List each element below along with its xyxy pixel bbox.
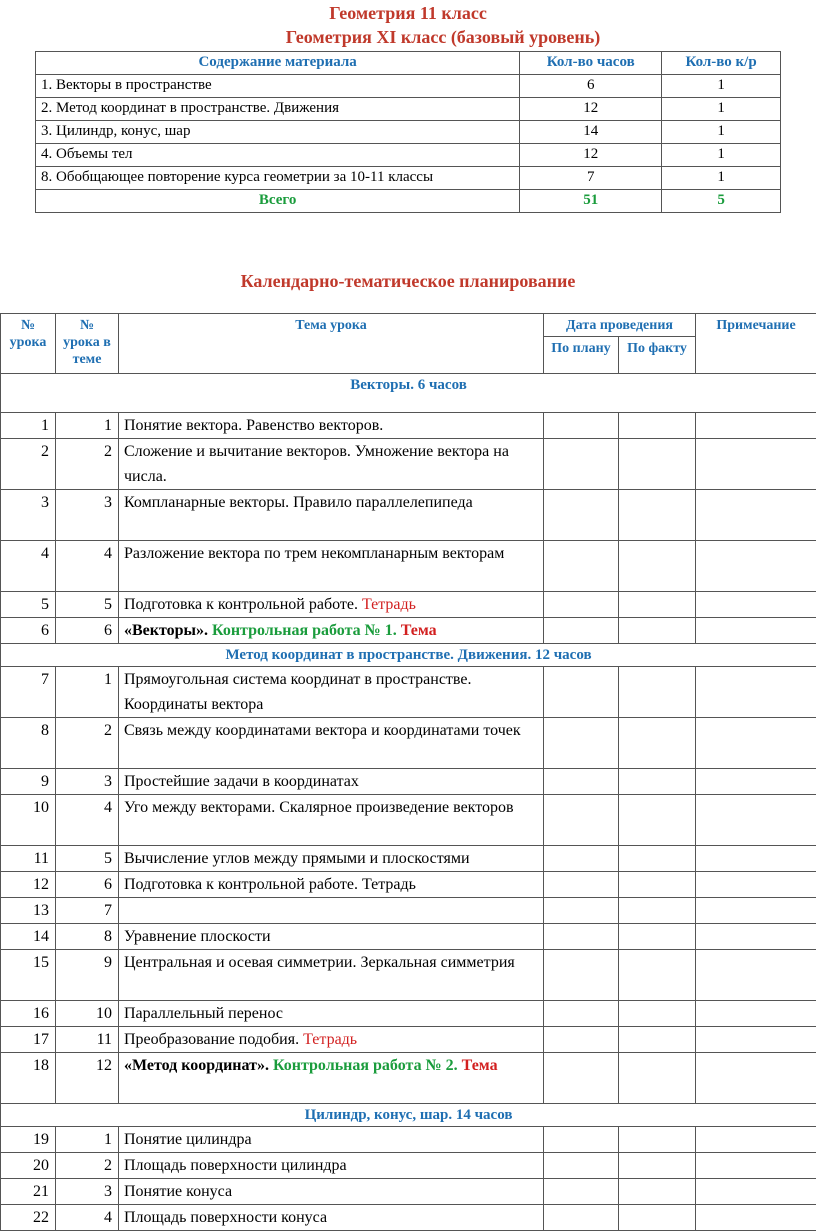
summary-hours: 7 (520, 167, 662, 190)
lesson-topic-text: Параллельный перенос (124, 1005, 283, 1022)
section-title: Векторы. 6 часов (1, 374, 816, 413)
table-row (1, 439, 816, 490)
lesson-topic (119, 1027, 544, 1053)
lesson-topic-text: Разложение вектора по трем некомпланарным векторам (124, 545, 504, 562)
note-cell (696, 592, 816, 618)
table-row (1, 667, 816, 718)
summary-tests: 1 (662, 75, 781, 98)
section-row (1, 1104, 816, 1127)
topic-lesson-number: 3 (56, 1179, 119, 1205)
summary-topic: 8. Обобщающее повторение курса геометрии за 10-11 классы (36, 167, 520, 190)
lesson-topic (119, 1153, 544, 1179)
note-cell (696, 1205, 816, 1231)
note-cell (696, 1153, 816, 1179)
date-plan-cell (544, 1179, 619, 1205)
note-cell (696, 769, 816, 795)
note-cell (696, 950, 816, 1001)
note-cell (696, 718, 816, 769)
table-row (1, 1153, 816, 1179)
topic-lesson-number: 5 (56, 592, 119, 618)
date-fact-cell (619, 1153, 696, 1179)
lesson-number: 8 (1, 718, 56, 769)
lesson-topic (119, 1001, 544, 1027)
section-title: Метод координат в пространстве. Движения. 12 часов (1, 644, 816, 667)
note-cell (696, 667, 816, 718)
lesson-topic (119, 1205, 544, 1231)
date-plan-cell (544, 718, 619, 769)
topic-lesson-number: 9 (56, 950, 119, 1001)
lesson-topic (119, 490, 544, 541)
lesson-number: 10 (1, 795, 56, 846)
lesson-topic-title: «Метод координат». (124, 1057, 269, 1074)
note-cell (696, 413, 816, 439)
lesson-topic (119, 439, 544, 490)
summary-row (36, 121, 781, 144)
date-plan-cell (544, 1053, 619, 1104)
date-fact-cell (619, 898, 696, 924)
topic-lesson-number: 8 (56, 924, 119, 950)
lesson-topic (119, 718, 544, 769)
summary-total-row (36, 190, 781, 213)
note-cell (696, 1127, 816, 1153)
lesson-topic-text: Центральная и осевая симметрии. Зеркальная симметрия (124, 954, 515, 971)
table-row (1, 950, 816, 1001)
lesson-topic-text: Понятие конуса (124, 1183, 232, 1200)
note-cell (696, 541, 816, 592)
lesson-topic-text: Уго между векторами. Скалярное произведение векторов (124, 799, 514, 816)
table-row (1, 872, 816, 898)
table-row (1, 1001, 816, 1027)
table-row (1, 1127, 816, 1153)
summary-hours: 12 (520, 144, 662, 167)
topic-lesson-number: 6 (56, 618, 119, 644)
date-plan-cell (544, 541, 619, 592)
date-fact-cell (619, 924, 696, 950)
lesson-topic-text: Простейшие задачи в координатах (124, 773, 359, 790)
control-work-label: Контрольная работа № 2. (273, 1057, 458, 1074)
note-cell (696, 1001, 816, 1027)
date-fact-cell (619, 1001, 696, 1027)
date-fact-cell (619, 1205, 696, 1231)
lesson-topic-text: Вычисление углов между прямыми и плоскостями (124, 850, 470, 867)
date-plan-cell (544, 769, 619, 795)
topic-lesson-number: 2 (56, 439, 119, 490)
lesson-topic (119, 667, 544, 718)
summary-total-label: Всего (36, 190, 520, 213)
note-cell (696, 898, 816, 924)
lesson-topic (119, 1053, 544, 1104)
table-row (1, 1179, 816, 1205)
summary-hours: 6 (520, 75, 662, 98)
lesson-number: 3 (1, 490, 56, 541)
lesson-topic-title: «Векторы». (124, 622, 208, 639)
col-date-fact: По факту (619, 337, 696, 374)
date-plan-cell (544, 846, 619, 872)
lesson-number: 6 (1, 618, 56, 644)
date-fact-cell (619, 769, 696, 795)
date-fact-cell (619, 413, 696, 439)
col-topic: Тема урока (119, 314, 544, 374)
topic-lesson-number: 4 (56, 1205, 119, 1231)
date-fact-cell (619, 490, 696, 541)
summary-tests: 1 (662, 98, 781, 121)
topic-lesson-number: 2 (56, 718, 119, 769)
table-row (1, 1205, 816, 1231)
table-row (1, 541, 816, 592)
note-cell (696, 924, 816, 950)
summary-row (36, 144, 781, 167)
lesson-number: 1 (1, 413, 56, 439)
date-fact-cell (619, 1127, 696, 1153)
date-plan-cell (544, 898, 619, 924)
page-subtitle: Геометрия XI класс (базовый уровень) (0, 27, 816, 48)
date-fact-cell (619, 541, 696, 592)
date-fact-cell (619, 1027, 696, 1053)
col-lesson-no: № урока (1, 314, 56, 374)
notebook-label: Тетрадь (362, 596, 416, 613)
topic-label: Тема (462, 1057, 498, 1074)
lesson-topic (119, 795, 544, 846)
lesson-topic-text: Прямоугольная система координат в пространстве. Координаты вектора (124, 671, 471, 713)
summary-hours: 14 (520, 121, 662, 144)
section-row (1, 644, 816, 667)
summary-topic: 2. Метод координат в пространстве. Движения (36, 98, 520, 121)
topic-lesson-number: 1 (56, 413, 119, 439)
summary-header-row (36, 52, 781, 75)
note-cell (696, 872, 816, 898)
calendar-table (0, 313, 816, 1231)
table-row (1, 490, 816, 541)
date-fact-cell (619, 718, 696, 769)
date-plan-cell (544, 1001, 619, 1027)
date-plan-cell (544, 1027, 619, 1053)
lesson-number: 22 (1, 1205, 56, 1231)
date-fact-cell (619, 1179, 696, 1205)
lesson-number: 5 (1, 592, 56, 618)
date-fact-cell (619, 592, 696, 618)
date-fact-cell (619, 439, 696, 490)
summary-hours: 12 (520, 98, 662, 121)
col-date: Дата проведения (544, 314, 696, 337)
date-fact-cell (619, 872, 696, 898)
lesson-number: 7 (1, 667, 56, 718)
lesson-number: 20 (1, 1153, 56, 1179)
date-fact-cell (619, 795, 696, 846)
date-plan-cell (544, 795, 619, 846)
topic-lesson-number: 4 (56, 541, 119, 592)
topic-lesson-number: 1 (56, 1127, 119, 1153)
note-cell (696, 490, 816, 541)
date-fact-cell (619, 950, 696, 1001)
summary-col-topic: Содержание материала (36, 52, 520, 75)
summary-row (36, 98, 781, 121)
date-plan-cell (544, 1153, 619, 1179)
topic-lesson-number: 3 (56, 490, 119, 541)
lesson-number: 13 (1, 898, 56, 924)
table-row (1, 846, 816, 872)
table-row (1, 592, 816, 618)
lesson-topic (119, 618, 544, 644)
lesson-topic (119, 846, 544, 872)
summary-topic: 1. Векторы в пространстве (36, 75, 520, 98)
lesson-topic (119, 898, 544, 924)
date-fact-cell (619, 846, 696, 872)
page-title: Геометрия 11 класс (0, 3, 816, 24)
lesson-topic-text: Сложение и вычитание векторов. Умножение вектора на числа. (124, 443, 509, 485)
lesson-topic (119, 1127, 544, 1153)
col-note: Примечание (696, 314, 816, 374)
lesson-topic-text: Понятие цилиндра (124, 1131, 252, 1148)
summary-row (36, 75, 781, 98)
summary-total-hours: 51 (520, 190, 662, 213)
summary-topic: 3. Цилиндр, конус, шар (36, 121, 520, 144)
topic-lesson-number: 1 (56, 667, 119, 718)
date-plan-cell (544, 1205, 619, 1231)
topic-lesson-number: 7 (56, 898, 119, 924)
lesson-topic (119, 541, 544, 592)
lesson-topic (119, 592, 544, 618)
date-plan-cell (544, 924, 619, 950)
table-row (1, 1027, 816, 1053)
topic-lesson-number: 4 (56, 795, 119, 846)
date-plan-cell (544, 592, 619, 618)
date-plan-cell (544, 439, 619, 490)
lesson-topic (119, 769, 544, 795)
lesson-topic (119, 950, 544, 1001)
note-cell (696, 1179, 816, 1205)
date-plan-cell (544, 667, 619, 718)
date-plan-cell (544, 618, 619, 644)
summary-table (35, 51, 781, 213)
lesson-number: 21 (1, 1179, 56, 1205)
summary-topic: 4. Объемы тел (36, 144, 520, 167)
lesson-topic (119, 924, 544, 950)
lesson-number: 16 (1, 1001, 56, 1027)
lesson-topic-text: Уравнение плоскости (124, 928, 271, 945)
lesson-topic-text: Преобразование подобия. (124, 1031, 299, 1048)
calendar-header-row (1, 314, 816, 337)
note-cell (696, 1027, 816, 1053)
col-topic-no: № урока в теме (56, 314, 119, 374)
summary-row (36, 167, 781, 190)
lesson-topic (119, 1179, 544, 1205)
lesson-topic (119, 413, 544, 439)
section-row (1, 374, 816, 413)
summary-col-hours: Кол-во часов (520, 52, 662, 75)
summary-tests: 1 (662, 144, 781, 167)
table-row (1, 769, 816, 795)
table-row (1, 1053, 816, 1104)
topic-lesson-number: 12 (56, 1053, 119, 1104)
lesson-topic-text: Понятие вектора. Равенство векторов. (124, 417, 383, 434)
topic-label: Тема (401, 622, 437, 639)
summary-tests: 1 (662, 121, 781, 144)
table-row (1, 898, 816, 924)
lesson-number: 4 (1, 541, 56, 592)
lesson-number: 2 (1, 439, 56, 490)
date-fact-cell (619, 667, 696, 718)
lesson-topic-text: Площадь поверхности конуса (124, 1209, 327, 1226)
summary-col-tests: Кол-во к/р (662, 52, 781, 75)
topic-lesson-number: 6 (56, 872, 119, 898)
note-cell (696, 618, 816, 644)
lesson-number: 9 (1, 769, 56, 795)
date-plan-cell (544, 872, 619, 898)
section-title: Цилиндр, конус, шар. 14 часов (1, 1104, 816, 1127)
topic-lesson-number: 10 (56, 1001, 119, 1027)
date-plan-cell (544, 1127, 619, 1153)
control-work-label: Контрольная работа № 1. (212, 622, 397, 639)
summary-total-tests: 5 (662, 190, 781, 213)
lesson-number: 12 (1, 872, 56, 898)
topic-lesson-number: 2 (56, 1153, 119, 1179)
topic-lesson-number: 5 (56, 846, 119, 872)
lesson-number: 18 (1, 1053, 56, 1104)
table-row (1, 924, 816, 950)
date-plan-cell (544, 950, 619, 1001)
lesson-topic (119, 872, 544, 898)
note-cell (696, 439, 816, 490)
lesson-number: 11 (1, 846, 56, 872)
lesson-topic-text: Площадь поверхности цилиндра (124, 1157, 347, 1174)
lesson-number: 15 (1, 950, 56, 1001)
table-row (1, 718, 816, 769)
note-cell (696, 846, 816, 872)
date-fact-cell (619, 1053, 696, 1104)
topic-lesson-number: 11 (56, 1027, 119, 1053)
date-plan-cell (544, 490, 619, 541)
note-cell (696, 1053, 816, 1104)
lesson-number: 19 (1, 1127, 56, 1153)
table-row (1, 795, 816, 846)
table-row (1, 413, 816, 439)
note-cell (696, 795, 816, 846)
date-plan-cell (544, 413, 619, 439)
notebook-label: Тетрадь (303, 1031, 357, 1048)
topic-lesson-number: 3 (56, 769, 119, 795)
lesson-topic-text: Подготовка к контрольной работе. (124, 596, 358, 613)
lesson-number: 17 (1, 1027, 56, 1053)
summary-tests: 1 (662, 167, 781, 190)
lesson-topic-text: Связь между координатами вектора и координатами точек (124, 722, 521, 739)
date-fact-cell (619, 618, 696, 644)
table-row (1, 618, 816, 644)
lesson-topic-text: Компланарные векторы. Правило параллелепипеда (124, 494, 473, 511)
col-date-plan: По плану (544, 337, 619, 374)
lesson-topic-text: Подготовка к контрольной работе. Тетрадь (124, 876, 416, 893)
lesson-number: 14 (1, 924, 56, 950)
calendar-title: Календарно-тематическое планирование (0, 271, 816, 292)
